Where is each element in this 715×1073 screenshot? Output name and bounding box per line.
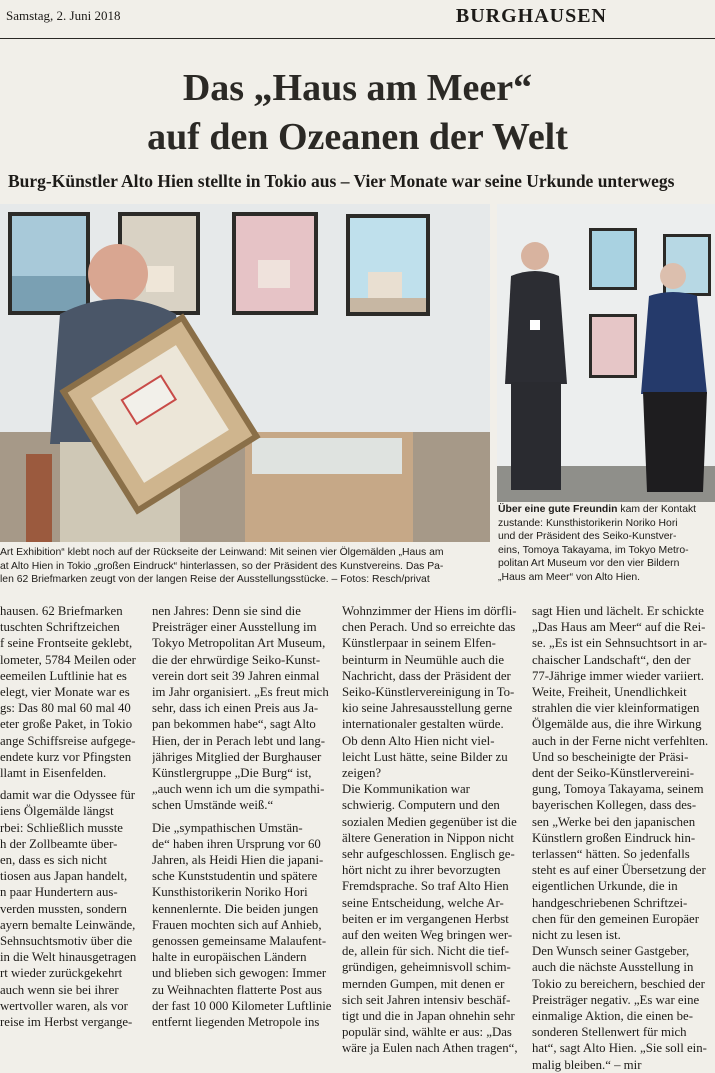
headline-line-2: auf den Ozeanen der Welt [147, 116, 568, 158]
text-line: ayern bemalte Leinwände, [0, 917, 136, 932]
text-line: reise im Herbst vergange- [0, 1015, 133, 1030]
text-line: rt wieder zurückgekehrt [0, 966, 123, 981]
caption-line: zustande: Kunsthistorikerin Noriko Hori [498, 517, 678, 529]
text-line: Den Wunsch seiner Gastgeber, [532, 944, 690, 959]
text-line: de“ haben ihren Ursprung vor 60 [152, 836, 321, 851]
text-line: seine Entscheidung, welche Ar- [342, 895, 504, 910]
text-line: bayerischen Kollegen, dass des- [532, 798, 697, 813]
text-line: hausen. 62 Briefmarken [0, 604, 123, 618]
caption-lead: Über eine gute Freundin [498, 504, 618, 515]
text-line: populär sind, wählte er aus: „Das [342, 1025, 512, 1040]
text-line: chen für den gemeinen Europäer [532, 911, 699, 926]
text-line: rbei: Schließlich musste [0, 820, 123, 835]
text-line: lometer, 5784 Meilen oder [0, 652, 136, 667]
text-line: leicht Lust hätte, seine Bilder zu [342, 749, 508, 764]
text-line: terlassen“ hätten. So jedenfalls [532, 847, 690, 862]
text-line: se. „Es ist ein Sehnsuchtsort in ar- [532, 636, 707, 651]
text-line: chen Perach. Und so erreichte das [342, 620, 516, 635]
text-line: Nachricht, dass der Präsident der [342, 668, 511, 683]
text-line: zu Weihnachten flatterte Post aus [152, 982, 323, 997]
text-line: malig bleiben.“ – mir [532, 1057, 642, 1072]
caption-line: politan Art Museum vor den vier Bildern [498, 558, 680, 570]
caption-line: und der Präsident des Seiko-Kunstver- [498, 531, 677, 543]
text-line: eigentlichen Urkunde, die in [532, 879, 678, 894]
text-line: Künstlern großen Eindruck hin- [532, 830, 696, 845]
caption-line: eins, Tomoya Takayama, im Tokyo Metro- [498, 544, 689, 556]
text-line: Preisträger einer Ausstellung im [152, 620, 317, 635]
text-line: mernden Gumpen, mit denen er [342, 976, 505, 991]
text-line: h der Zollbeamte über- [0, 836, 118, 851]
caption-line [498, 503, 714, 517]
text-line: chaischer Landschaft“, den der [532, 652, 691, 667]
text-line: Tokio zu bereichern, beschied der [532, 976, 705, 991]
article-column-3 [342, 603, 522, 1057]
text-line: in die Welt hinausgetragen [0, 950, 137, 965]
text-line: Frauen mochten sich auf Anhieb, [152, 917, 322, 932]
text-line: auf den weiten Weg bringen wer- [342, 928, 513, 943]
text-line: elegt, vier Monate war es [0, 685, 130, 700]
text-line: sich seit Jahren intensiv beschäf- [342, 992, 511, 1007]
text-line: llamt in Eisenfelden. [0, 766, 107, 781]
text-line: Hien, der in Perach lebt und lang- [152, 733, 326, 748]
text-line: nicht zu lesen ist. [532, 928, 621, 943]
text-line: zeigen? [342, 766, 382, 781]
text-line: gründigen, geheimnisvoll schim- [342, 960, 511, 975]
photo-artist-with-painting [0, 204, 490, 542]
text-line: auch die nächste Ausstellung in [532, 960, 694, 975]
text-line: Ölgemälde aus, die ihre Wirkung [532, 717, 702, 732]
text-line: internationaler gestalten würde. [342, 717, 504, 732]
article-column-1 [0, 603, 142, 1030]
text-line: dent der Seiko-Künstlervereini- [532, 766, 695, 781]
article-column-4 [532, 603, 712, 1073]
text-line: Tokyo Metropolitan Art Museum, [152, 636, 326, 651]
text-line: Die Kommunikation war [342, 782, 470, 797]
text-line: en, dass es sich nicht [0, 853, 107, 868]
text-line: nen Jahres: Denn sie sind die [152, 604, 301, 618]
photo-caption-left [0, 546, 492, 587]
text-line: sen „Werke bei den japanischen [532, 814, 696, 829]
text-line: sagt Hien und lächelt. Er schickte [532, 604, 704, 618]
text-line: steht es auf einer Übersetzung der [532, 863, 706, 878]
text-line: wäre ja Eulen nach Athen tragen“, [342, 1041, 518, 1056]
text-line: tuschten Schriftzeichen [0, 620, 120, 635]
caption-line: Art Exhibition“ klebt noch auf der Rückseite der Leinwand: Mit seinen vier Ölgemälden „Haus am [0, 547, 444, 558]
photo-museum-visitors [497, 204, 715, 502]
text-line: Preisträger negativ. „Es war eine [532, 992, 700, 1007]
photo-museum-illustration [497, 204, 715, 502]
text-line: schen Umstände weiß.“ [152, 798, 274, 813]
photo-artist-illustration [0, 204, 490, 542]
text-line: Seiko-Künstlervereinigung in To- [342, 685, 515, 700]
text-line: gs: Das 80 mal 60 mal 40 [0, 701, 131, 716]
text-line: hat“, sagt Alto Hien. „Sie soll ein- [532, 1041, 707, 1056]
text-line: damit war die Odyssee für [0, 788, 136, 803]
text-line: tigt und die in Japan ohnehin sehr [342, 1009, 515, 1024]
text-line: entfernt liegenden Metropole ins [152, 1015, 320, 1030]
header-rule [0, 38, 715, 39]
article-column-2 [152, 603, 332, 1030]
text-line: endete kurz vor Pfingsten [0, 749, 132, 764]
text-line: Wohnzimmer der Hiens im dörfli- [342, 604, 517, 618]
text-line: der fast 10 000 Kilometer Luftlinie [152, 998, 332, 1013]
text-line: auch wenn sie bei ihrer [0, 982, 119, 997]
text-line: eter große Paket, in Tokio [0, 717, 133, 732]
text-line: einmalige Aktion, die einen be- [532, 1009, 693, 1024]
text-line: pan bekommen habe“, sagt Alto [152, 717, 316, 732]
subheadline: Burg-Künstler Alto Hien stellte in Tokio aus – Vier Monate war seine Urkunde unterwegs [8, 171, 675, 191]
text-line: ältere Generation in Nippon nicht [342, 830, 514, 845]
text-line: Künstlerpaar in seinem Elfen- [342, 636, 496, 651]
text-line: im Jahr organisiert. „Es freut mich [152, 685, 329, 700]
text-line: Jahren, als Heidi Hien die japani- [152, 853, 324, 868]
text-line: Kunsthistorikerin Noriko Hori [152, 885, 308, 900]
text-line: Die „sympathischen Umstän- [152, 820, 303, 835]
text-line: kennenlernte. Die beiden jungen [152, 901, 319, 916]
text-line: jähriges Mitglied der Burghauser [152, 749, 322, 764]
text-line: Sehnsuchtsmotiv über die [0, 934, 133, 949]
text-line: schwierig. Computern und den [342, 798, 500, 813]
text-line: auch in der Ferne nicht verfehlten. [532, 733, 709, 748]
text-line: wertvoller waren, als vor [0, 998, 128, 1013]
headline-line-1: Das „Haus am Meer“ [182, 67, 533, 109]
text-line: f seine Frontseite geklebt, [0, 636, 133, 651]
text-line: hört nicht zu ihrer bevorzugten [342, 863, 501, 878]
text-line: strahlen die vier kleinformatigen [532, 701, 700, 716]
text-line: sozialen Medien gegenüber ist die [342, 814, 517, 829]
text-line: beiten er im vergangenen Herbst [342, 911, 509, 926]
wall-painting [8, 212, 90, 315]
text-line: sehr aufgeschlossen. Englisch ge- [342, 847, 515, 862]
text-line: sehr, dass ich einen Preis aus Ja- [152, 701, 319, 716]
text-line: eemeilen Luftlinie hat es [0, 668, 127, 683]
text-line: beinturm in Neumühle auch die [342, 652, 505, 667]
text-line: verein dort seit 39 Jahren einmal [152, 668, 320, 683]
caption-line: „Haus am Meer“ von Alto Hien. [498, 571, 641, 583]
section-title: BURGHAUSEN [455, 5, 607, 27]
text-line: n paar Hundertern aus- [0, 885, 118, 900]
text-line: de, allein für sich. Nicht die tief- [342, 944, 510, 959]
text-line: Ob denn Alto Hien nicht viel- [342, 733, 495, 748]
text-line: 77-Jährige immer wieder variiert. [532, 668, 704, 683]
text-line: Weite, Freiheit, Unendlichkeit [532, 685, 687, 700]
text-line: gung, Tomoya Takayama, seinem [532, 782, 704, 797]
text-line: „Das Haus am Meer“ auf die Rei- [532, 620, 706, 635]
text-line: und blieben sich gewogen: Immer [152, 966, 327, 981]
text-line: iens Ölgemälde längst [0, 804, 114, 819]
text-line: genossen gemeinsame Malaufent- [152, 934, 327, 949]
caption-text: kam der Kontakt [617, 504, 697, 515]
text-line: verden mussten, sondern [0, 901, 127, 916]
text-line: sche Kunststudentin und spätere [152, 869, 318, 884]
text-line: tiosen aus Japan handelt, [0, 869, 128, 884]
text-line: Künstlergruppe „Die Burg“ ist, [152, 766, 312, 781]
text-line: „auch wenn ich um die sympathi- [152, 782, 325, 797]
text-line: ange Schiffsreise aufgege- [0, 733, 136, 748]
text-line: Fremdsprache. So traf Alto Hien [342, 879, 509, 894]
text-line: Und so bescheinigte der Präsi- [532, 749, 689, 764]
caption-line: at Alto Hien in Tokio „großen Eindruck“ hinterlassen, so der Präsident des Kunstvereins. Das Pa- [0, 560, 444, 572]
photo-caption-right [498, 503, 714, 585]
text-line: halte in europäischen Ländern [152, 950, 307, 965]
text-line: die der ehrwürdige Seiko-Kunst- [152, 652, 321, 667]
text-line: handgeschriebenen Schriftzei- [532, 895, 688, 910]
issue-date: Samstag, 2. Juni 2018 [6, 8, 121, 23]
text-line: kio seine Jahresausstellung gerne [342, 701, 513, 716]
caption-line: len 62 Briefmarken zeugt von der langen Reise der Ausstellungsstücke. – Fotos: Resch/privat [0, 574, 430, 586]
text-line: sonderen Stellenwert für mich [532, 1025, 687, 1040]
